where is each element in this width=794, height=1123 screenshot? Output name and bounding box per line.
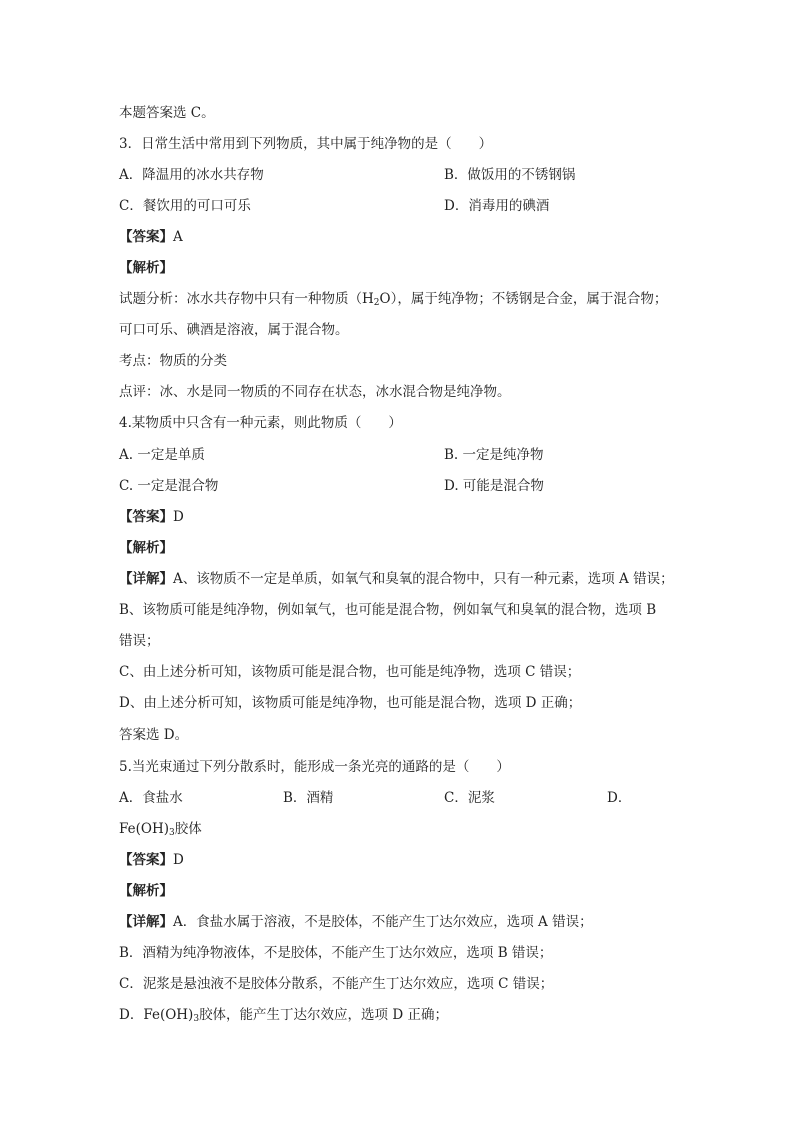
q4-option-a: A. 一定是单质	[119, 447, 205, 463]
subscript: 3	[193, 1014, 200, 1024]
q5-detail-line-4	[119, 1004, 448, 1026]
q3-analysis-line-2: 可口可乐、碘酒是溶液，属于混合物。	[119, 322, 349, 338]
q2-conclusion: 本题答案选 C。	[119, 105, 215, 121]
detail-tag: 【详解】	[119, 571, 173, 587]
q4-answer-line	[119, 506, 184, 528]
q4-detail-text-1: A、该物质不一定是单质，如氧气和臭氧的混合物中，只有一种元素，选项 A 错误；	[173, 571, 674, 587]
q5-stem: 5.当光束通过下列分散系时，能形成一条光亮的通路的是（ ）	[119, 759, 510, 775]
q4-detail-line-5: D、由上述分析可知，该物质可能是纯净物，也可能是混合物，选项 D 正确；	[119, 695, 582, 711]
q4-answer: D	[173, 509, 184, 525]
q4-detail-line-4: C、由上述分析可知，该物质可能是混合物，也可能是纯净物，选项 C 错误；	[119, 664, 581, 680]
q5-analysis-tag: 【解析】	[119, 883, 173, 899]
q5-detail-line-2: B．酒精为纯净物液体，不是胶体，不能产生丁达尔效应，选项 B 错误；	[119, 945, 553, 961]
q4-option-d: D. 可能是混合物	[444, 478, 544, 494]
q3-analysis-text-b: O），属于纯净物；不锈钢是合金，属于混合物；	[379, 291, 668, 307]
q3-option-c: C．餐饮用的可口可乐	[119, 198, 251, 214]
q3-answer: A	[173, 229, 183, 245]
q5-detail-line-1	[119, 911, 593, 933]
q5-option-d-continued	[119, 818, 202, 840]
q5-detail-line-3: C．泥浆是悬浊液不是胶体分散系，不能产生丁达尔效应，选项 C 错误；	[119, 976, 554, 992]
q3-kaodian: 考点：物质的分类	[119, 353, 227, 369]
q3-dianping: 点评：冰、水是同一物质的不同存在状态，冰水混合物是纯净物。	[119, 384, 511, 400]
q5-option-d: D．	[607, 790, 632, 806]
q5-option-c: C．泥浆	[444, 790, 495, 806]
answer-tag: 【答案】	[119, 509, 173, 525]
q4-option-c: C. 一定是混合物	[119, 478, 219, 494]
q5-option-a: A．食盐水	[119, 790, 183, 806]
q5-detail-text-4b: 胶体，能产生丁达尔效应，选项 D 正确；	[199, 1007, 448, 1023]
q3-option-a: A．降温用的冰水共存物	[119, 167, 264, 183]
q3-option-b: B．做饭用的不锈钢锅	[444, 167, 576, 183]
q3-answer-line	[119, 226, 183, 248]
q5-detail-text-1: A．食盐水属于溶液，不是胶体，不能产生丁达尔效应，选项 A 错误；	[173, 914, 593, 930]
subscript: 3	[169, 828, 175, 838]
answer-tag: 【答案】	[119, 852, 173, 868]
colloid-text: 胶体	[174, 821, 202, 837]
q3-stem: 3．日常生活中常用到下列物质，其中属于纯净物的是（ ）	[119, 136, 493, 152]
q4-detail-line-2: B、该物质可能是纯净物，例如氧气，也可能是混合物，例如氧气和臭氧的混合物，选项 B	[119, 602, 657, 618]
formula-text: Fe(OH)	[119, 821, 169, 837]
q4-stem: 4.某物质中只含有一种元素，则此物质（ ）	[119, 415, 402, 431]
q4-option-b: B. 一定是纯净物	[444, 447, 544, 463]
q3-option-d: D．消毒用的碘酒	[444, 198, 550, 214]
q5-detail-text-4a: D．Fe(OH)	[119, 1007, 194, 1023]
q3-analysis-tag: 【解析】	[119, 260, 173, 276]
answer-tag: 【答案】	[119, 229, 173, 245]
subscript: 2	[373, 298, 380, 308]
q5-option-b: B．酒精	[283, 790, 334, 806]
q4-analysis-tag: 【解析】	[119, 540, 173, 556]
q4-detail-line-1	[119, 568, 674, 590]
q3-analysis-text-a: 试题分析：冰水共存物中只有一种物质（H	[119, 291, 374, 307]
q4-detail-line-3: 错误；	[119, 633, 160, 649]
q5-answer: D	[173, 852, 184, 868]
q5-answer-line	[119, 849, 184, 871]
q3-analysis-line-1	[119, 288, 667, 310]
q4-conclusion: 答案选 D。	[119, 727, 189, 743]
detail-tag: 【详解】	[119, 914, 173, 930]
